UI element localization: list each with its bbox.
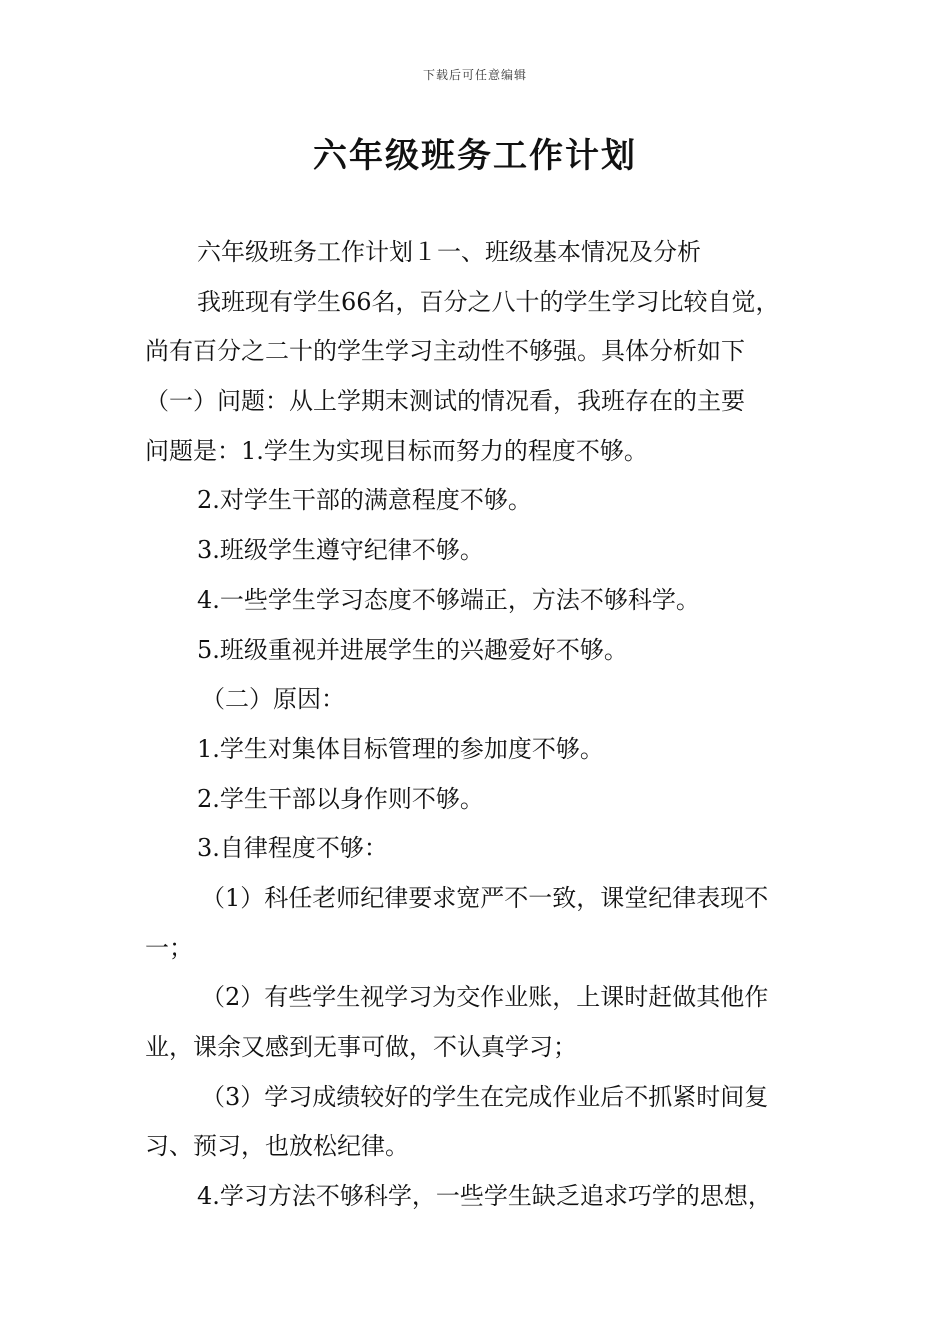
paragraph-line: 3.自律程度不够： xyxy=(197,834,388,863)
paragraph-line: 业，课余又感到无事可做，不认真学习； xyxy=(145,1033,577,1061)
paragraph-line: 我班现有学生66名，百分之八十的学生学习比较自觉， xyxy=(197,287,780,316)
paragraph-line: （二）原因： xyxy=(201,685,345,714)
paragraph-line: 习、预习，也放松纪律。 xyxy=(145,1132,409,1161)
paragraph-line: （2）有些学生视学习为交作业账，上课时赶做其他作 xyxy=(201,983,769,1012)
paragraph-line: 2.对学生干部的满意程度不够。 xyxy=(197,486,532,515)
paragraph-line: 4.一些学生学习态度不够端正，方法不够科学。 xyxy=(197,585,700,614)
paragraph-line: 一； xyxy=(145,933,193,962)
paragraph-line: （3）学习成绩较好的学生在完成作业后不抓紧时间复 xyxy=(201,1082,769,1111)
paragraph-line: 尚有百分之二十的学生学习主动性不够强。具体分析如下 xyxy=(145,337,745,366)
paragraph-line: 5.班级重视并进展学生的兴趣爱好不够。 xyxy=(197,635,628,664)
paragraph-line: 2.学生干部以身作则不够。 xyxy=(197,784,484,813)
document-title: 六年级班务工作计划 xyxy=(313,136,637,176)
paragraph-line: 1.学生对集体目标管理的参加度不够。 xyxy=(197,734,604,763)
paragraph-line: 4.学习方法不够科学，一些学生缺乏追求巧学的思想， xyxy=(197,1182,772,1211)
paragraph-line: （1）科任老师纪律要求宽严不一致，课堂纪律表现不 xyxy=(201,883,769,912)
paragraph-line: 问题是：1.学生为实现目标而努力的程度不够。 xyxy=(145,436,648,465)
paragraph-line: 3.班级学生遵守纪律不够。 xyxy=(197,536,484,565)
header-note: 下载后可任意编辑 xyxy=(422,68,527,82)
paragraph-line: 六年级班务工作计划１一、班级基本情况及分析 xyxy=(197,238,701,266)
paragraph-line: （一）问题：从上学期末测试的情况看，我班存在的主要 xyxy=(145,387,745,416)
document-body xyxy=(145,228,825,1222)
